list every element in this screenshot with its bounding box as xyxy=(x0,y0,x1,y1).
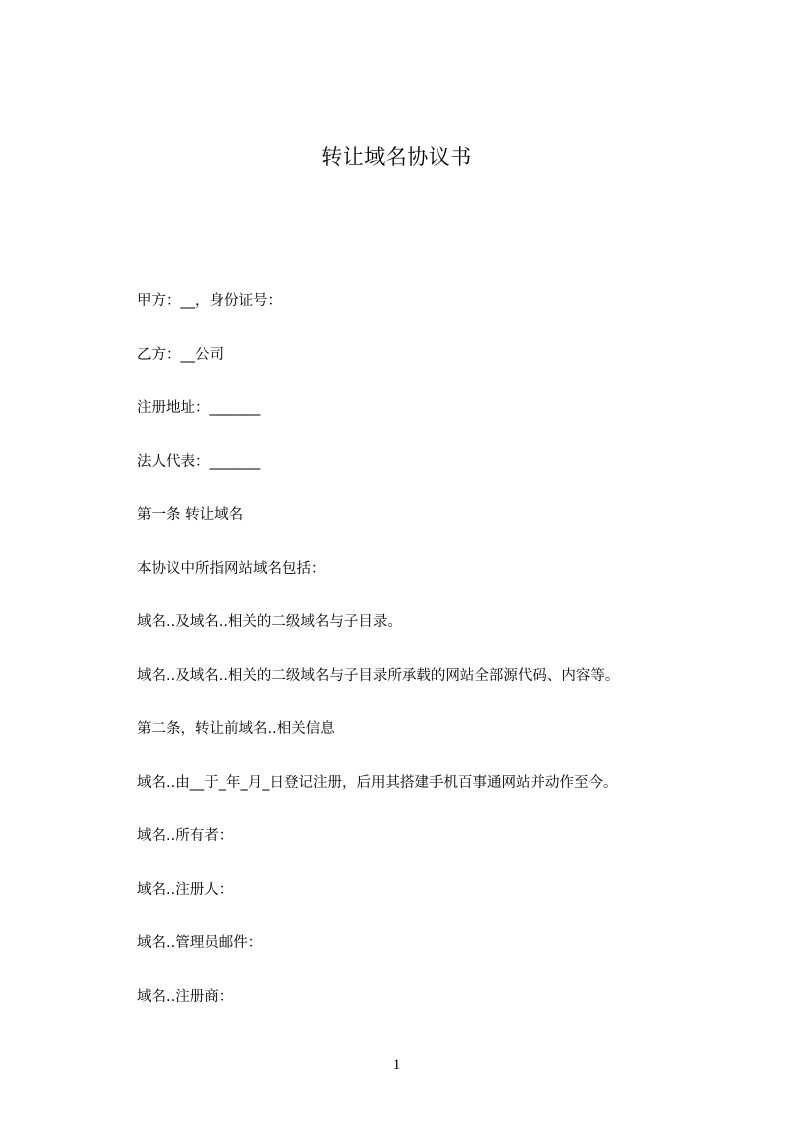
registration-info-line: 域名..由__于_年_月_日登记注册，后用其搭建手机百事通网站并动作至今。 xyxy=(137,774,618,791)
article-two-heading: 第二条，转让前域名..相关信息 xyxy=(137,721,335,737)
party-b-line: 乙方：__公司 xyxy=(137,346,224,363)
domain-scope-item-2: 域名..及域名..相关的二级域名与子目录所承载的网站全部源代码、内容等。 xyxy=(137,667,620,684)
page-number: 1 xyxy=(392,1057,401,1073)
domain-scope-intro: 本协议中所指网站域名包括： xyxy=(137,560,326,577)
document-body xyxy=(137,290,737,1039)
domain-scope-item-1: 域名..及域名..相关的二级域名与子目录。 xyxy=(137,614,402,630)
document-title: 转让域名协议书 xyxy=(321,145,472,169)
domain-admin-email-line: 域名..管理员邮件： xyxy=(137,935,263,951)
legal-representative-line: 法人代表：_______ xyxy=(137,453,261,470)
article-one-heading: 第一条 转让域名 xyxy=(137,507,244,523)
domain-registrar-line: 域名..注册商： xyxy=(137,988,234,1005)
domain-registrant-line: 域名..注册人： xyxy=(137,881,234,898)
domain-owner-line: 域名..所有者： xyxy=(137,828,234,844)
registered-address-line: 注册地址：_______ xyxy=(137,400,261,416)
party-a-line: 甲方：__，身份证号： xyxy=(137,293,282,309)
